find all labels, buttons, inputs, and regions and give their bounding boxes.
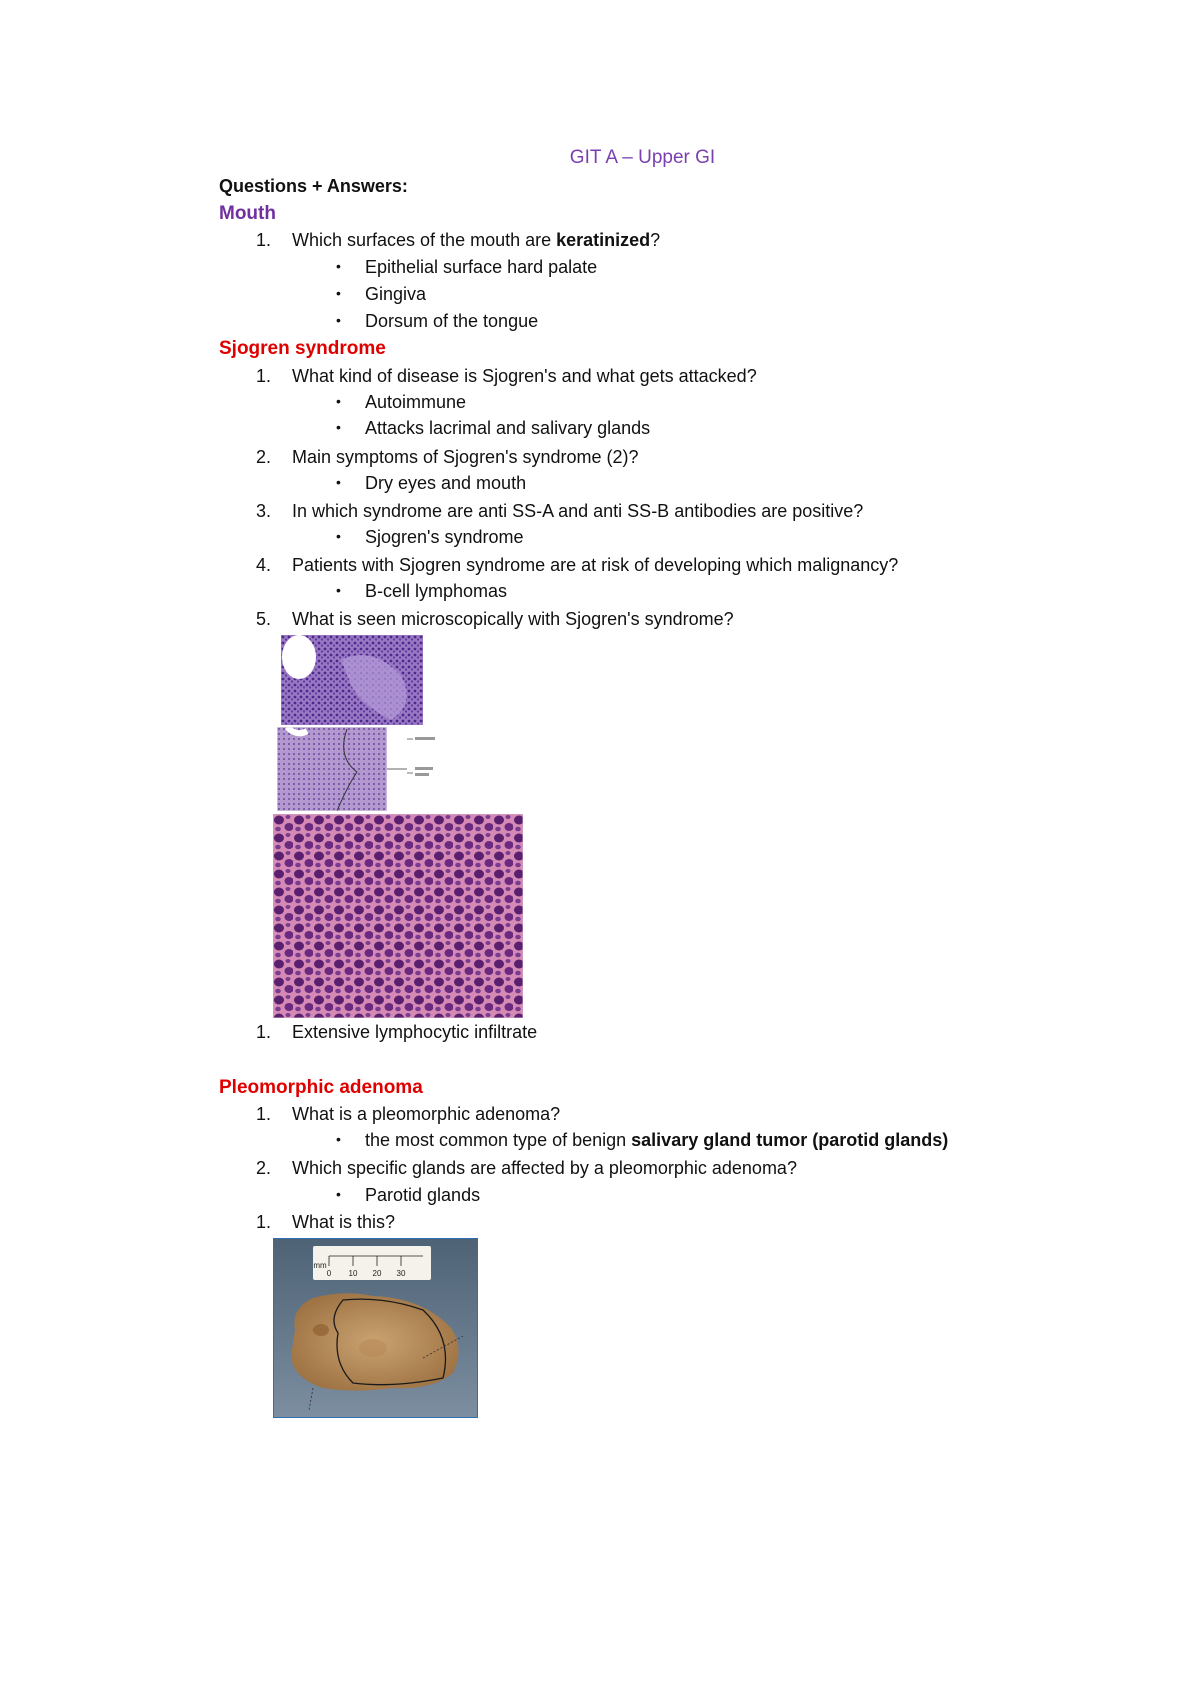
question-text: What is a pleomorphic adenoma? xyxy=(292,1104,561,1124)
list-number: 1. xyxy=(256,366,272,386)
bullet-icon: • xyxy=(336,312,341,328)
mouth-heading: Mouth xyxy=(219,203,276,224)
question-text: What kind of disease is Sjogren's and what gets attacked? xyxy=(292,366,757,386)
qa-heading: Questions + Answers: xyxy=(219,176,408,196)
answer-text: Sjogren's syndrome xyxy=(365,527,524,547)
answer-text: Attacks lacrimal and salivary glands xyxy=(365,418,651,438)
bullet-icon: • xyxy=(336,474,341,490)
ruler-label: mm xyxy=(313,1261,327,1270)
answer-text: Autoimmune xyxy=(365,392,467,412)
list-number: 4. xyxy=(256,555,272,575)
figure-legend-image xyxy=(387,727,447,811)
bullet-icon: • xyxy=(336,393,341,409)
answer-text: the most common type of benign salivary gland tumor (parotid glands) xyxy=(365,1130,949,1150)
answer-text: Epithelial surface hard palate xyxy=(365,257,598,277)
question-text: Which specific glands are affected by a pleomorphic adenoma? xyxy=(292,1158,797,1178)
answer-text: Parotid glands xyxy=(365,1185,481,1205)
histology-image-high-power xyxy=(273,814,523,1018)
histology-image-labeled xyxy=(277,727,387,811)
question-text: Main symptoms of Sjogren's syndrome (2)? xyxy=(292,447,639,467)
answer-text: Extensive lymphocytic infiltrate xyxy=(292,1022,538,1042)
bullet-icon: • xyxy=(336,1186,341,1202)
answer-text: Dorsum of the tongue xyxy=(365,311,539,331)
list-number: 5. xyxy=(256,609,272,629)
list-number: 1. xyxy=(256,1104,272,1124)
list-number: 3. xyxy=(256,501,272,521)
bullet-icon: • xyxy=(336,582,341,598)
pleomorphic-heading: Pleomorphic adenoma xyxy=(219,1077,423,1098)
question-text: What is seen microscopically with Sjogren's syndrome? xyxy=(292,609,734,629)
bullet-icon: • xyxy=(336,285,341,301)
question-text: Patients with Sjogren syndrome are at risk of developing which malignancy? xyxy=(292,555,899,575)
bullet-icon: • xyxy=(336,1131,341,1147)
ruler-label: 20 xyxy=(372,1269,382,1278)
ruler-label: 0 xyxy=(326,1269,332,1278)
document-title: GIT A – Upper GI xyxy=(569,147,716,168)
bullet-icon: • xyxy=(336,419,341,435)
question-text: Which surfaces of the mouth are keratinized? xyxy=(292,230,661,250)
list-number: 2. xyxy=(256,447,272,467)
bullet-icon: • xyxy=(336,528,341,544)
question-text: What is this? xyxy=(292,1212,396,1232)
list-number: 1. xyxy=(256,1022,272,1042)
list-number: 1. xyxy=(256,230,272,250)
bullet-icon: • xyxy=(336,258,341,274)
answer-text: Gingiva xyxy=(365,284,427,304)
ruler-label: 30 xyxy=(396,1269,406,1278)
sjogren-heading: Sjogren syndrome xyxy=(219,338,386,359)
answer-text: B-cell lymphomas xyxy=(365,581,508,601)
ruler-label: 10 xyxy=(348,1269,358,1278)
list-number: 2. xyxy=(256,1158,272,1178)
histology-image-low-power xyxy=(281,635,423,725)
list-number: 1. xyxy=(256,1212,272,1232)
gross-specimen-image xyxy=(273,1238,478,1418)
question-text: In which syndrome are anti SS-A and anti SS-B antibodies are positive? xyxy=(292,501,864,521)
answer-text: Dry eyes and mouth xyxy=(365,473,527,493)
